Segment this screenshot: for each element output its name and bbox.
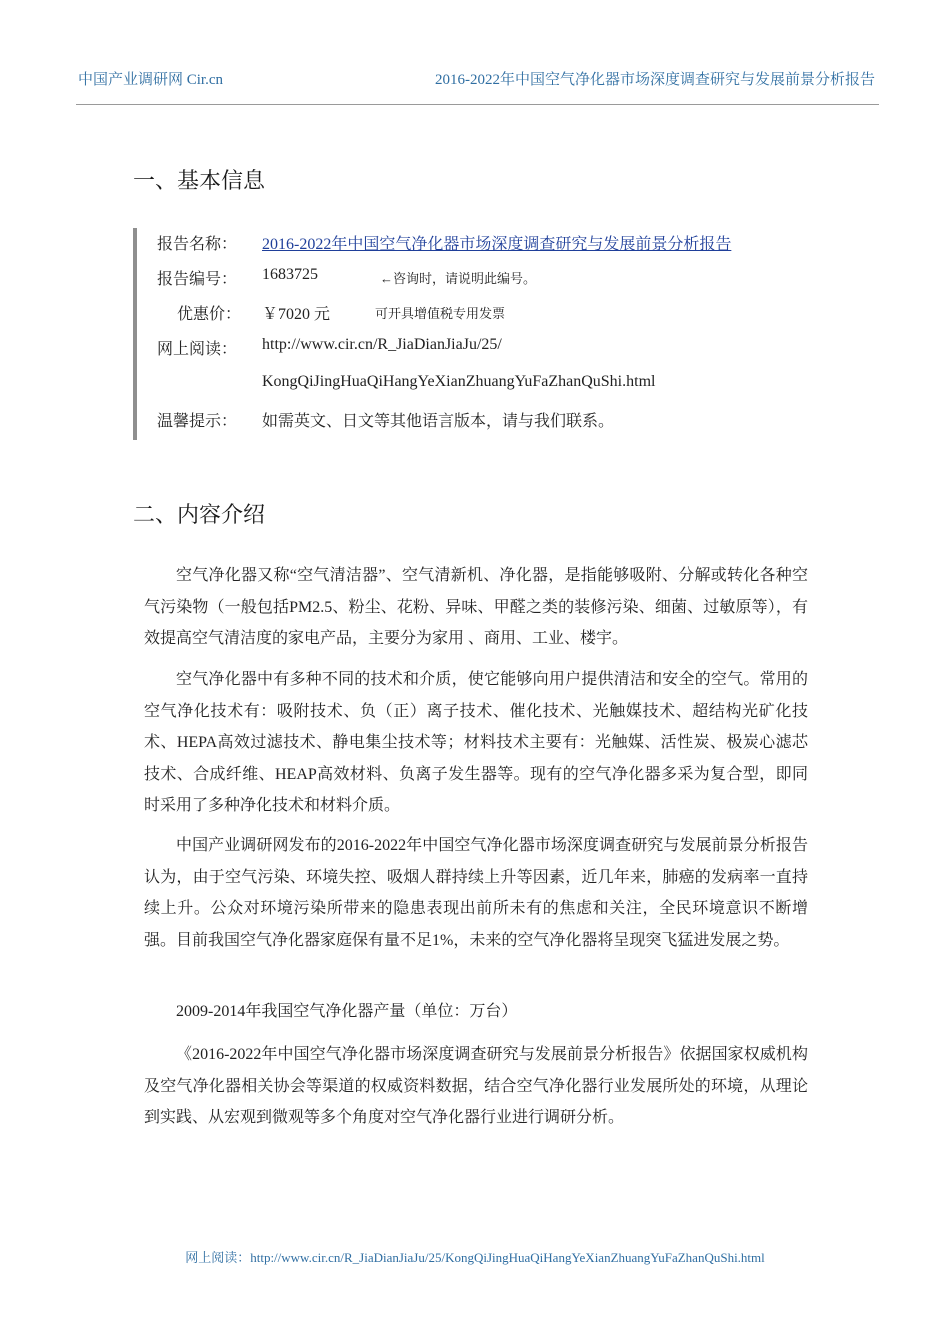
basic-info-box	[133, 228, 837, 440]
report-no-note: ←咨询时，请说明此编号。	[380, 271, 537, 286]
price-value: ￥7020 元	[262, 306, 331, 323]
page-header	[76, 62, 879, 105]
section-title-basic-info: 一、基本信息	[133, 169, 266, 194]
chart-caption: 2009-2014年我国空气净化器产量（单位：万台）	[176, 1003, 518, 1020]
page-footer-link[interactable]: 网上阅读：http://www.cir.cn/R_JiaDianJiaJu/25/KongQiJingHuaQiHangYeXianZhuangYuFaZhanQuShi.html	[185, 1250, 765, 1265]
report-name-link[interactable]: 2016-2022年中国空气净化器市场深度调查研究与发展前景分析报告	[262, 236, 732, 253]
header-site-name: 中国产业调研网 Cir.cn	[78, 72, 223, 88]
content-paragraph: 空气净化器又称“空气清洁器”、空气清新机、净化器，是指能够吸附、分解或转化各种空气污染物（一般包括PM2.5、粉尘、花粉、异味、甲醛之类的装修污染、细菌、过敏原等），有效提高空气清洁度的家电产品，主要分为家用 、商用、工业、楼宇。	[144, 567, 808, 647]
tip-label: 温馨提示：	[157, 413, 238, 430]
report-no-label: 报告编号：	[157, 271, 238, 288]
content-paragraph: 空气净化器中有多种不同的技术和介质，使它能够向用户提供清洁和安全的空气。常用的空气净化技术有：吸附技术、负（正）离子技术、催化技术、光触媒技术、超结构光矿化技术、HEPA高效过滤技术、静电集尘技术等；材料技术主要有：光触媒、活性炭、极炭心滤芯技术、合成纤维、HEAP高效材料、负离子发生器等。现有的空气净化器多采为复合型，即同时采用了多种净化技术和材料介质。	[144, 671, 808, 814]
online-url-line1[interactable]: http://www.cir.cn/R_JiaDianJiaJu/25/	[262, 336, 502, 353]
section-title-content: 二、内容介绍	[133, 503, 266, 528]
content-paragraph: 《2016-2022年中国空气净化器市场深度调查研究与发展前景分析报告》依据国家权威机构及空气净化器相关协会等渠道的权威资料数据，结合空气净化器行业发展所处的环境，从理论到实践、从宏观到微观等多个角度对空气净化器行业进行调研分析。	[144, 1046, 808, 1126]
online-url-line2[interactable]: KongQiJingHuaQiHangYeXianZhuangYuFaZhanQuShi.html	[262, 373, 656, 390]
report-name-label: 报告名称：	[157, 236, 238, 253]
online-label: 网上阅读：	[157, 341, 238, 358]
price-note: 可开具增值税专用发票	[375, 306, 506, 321]
header-report-title: 2016-2022年中国空气净化器市场深度调查研究与发展前景分析报告	[435, 72, 875, 88]
tip-value: 如需英文、日文等其他语言版本，请与我们联系。	[262, 413, 615, 430]
content-paragraph: 中国产业调研网发布的2016-2022年中国空气净化器市场深度调查研究与发展前景分析报告认为，由于空气污染、环境失控、吸烟人群持续上升等因素，近几年来，肺癌的发病率一直持续上升。公众对环境污染所带来的隐患表现出前所未有的焦虑和关注，全民环境意识不断增强。目前我国空气净化器家庭保有量不足1%，未来的空气净化器将呈现突飞猛进发展之势。	[144, 837, 808, 949]
report-no-value: 1683725	[262, 266, 318, 283]
price-label: 优惠价：	[176, 306, 241, 323]
